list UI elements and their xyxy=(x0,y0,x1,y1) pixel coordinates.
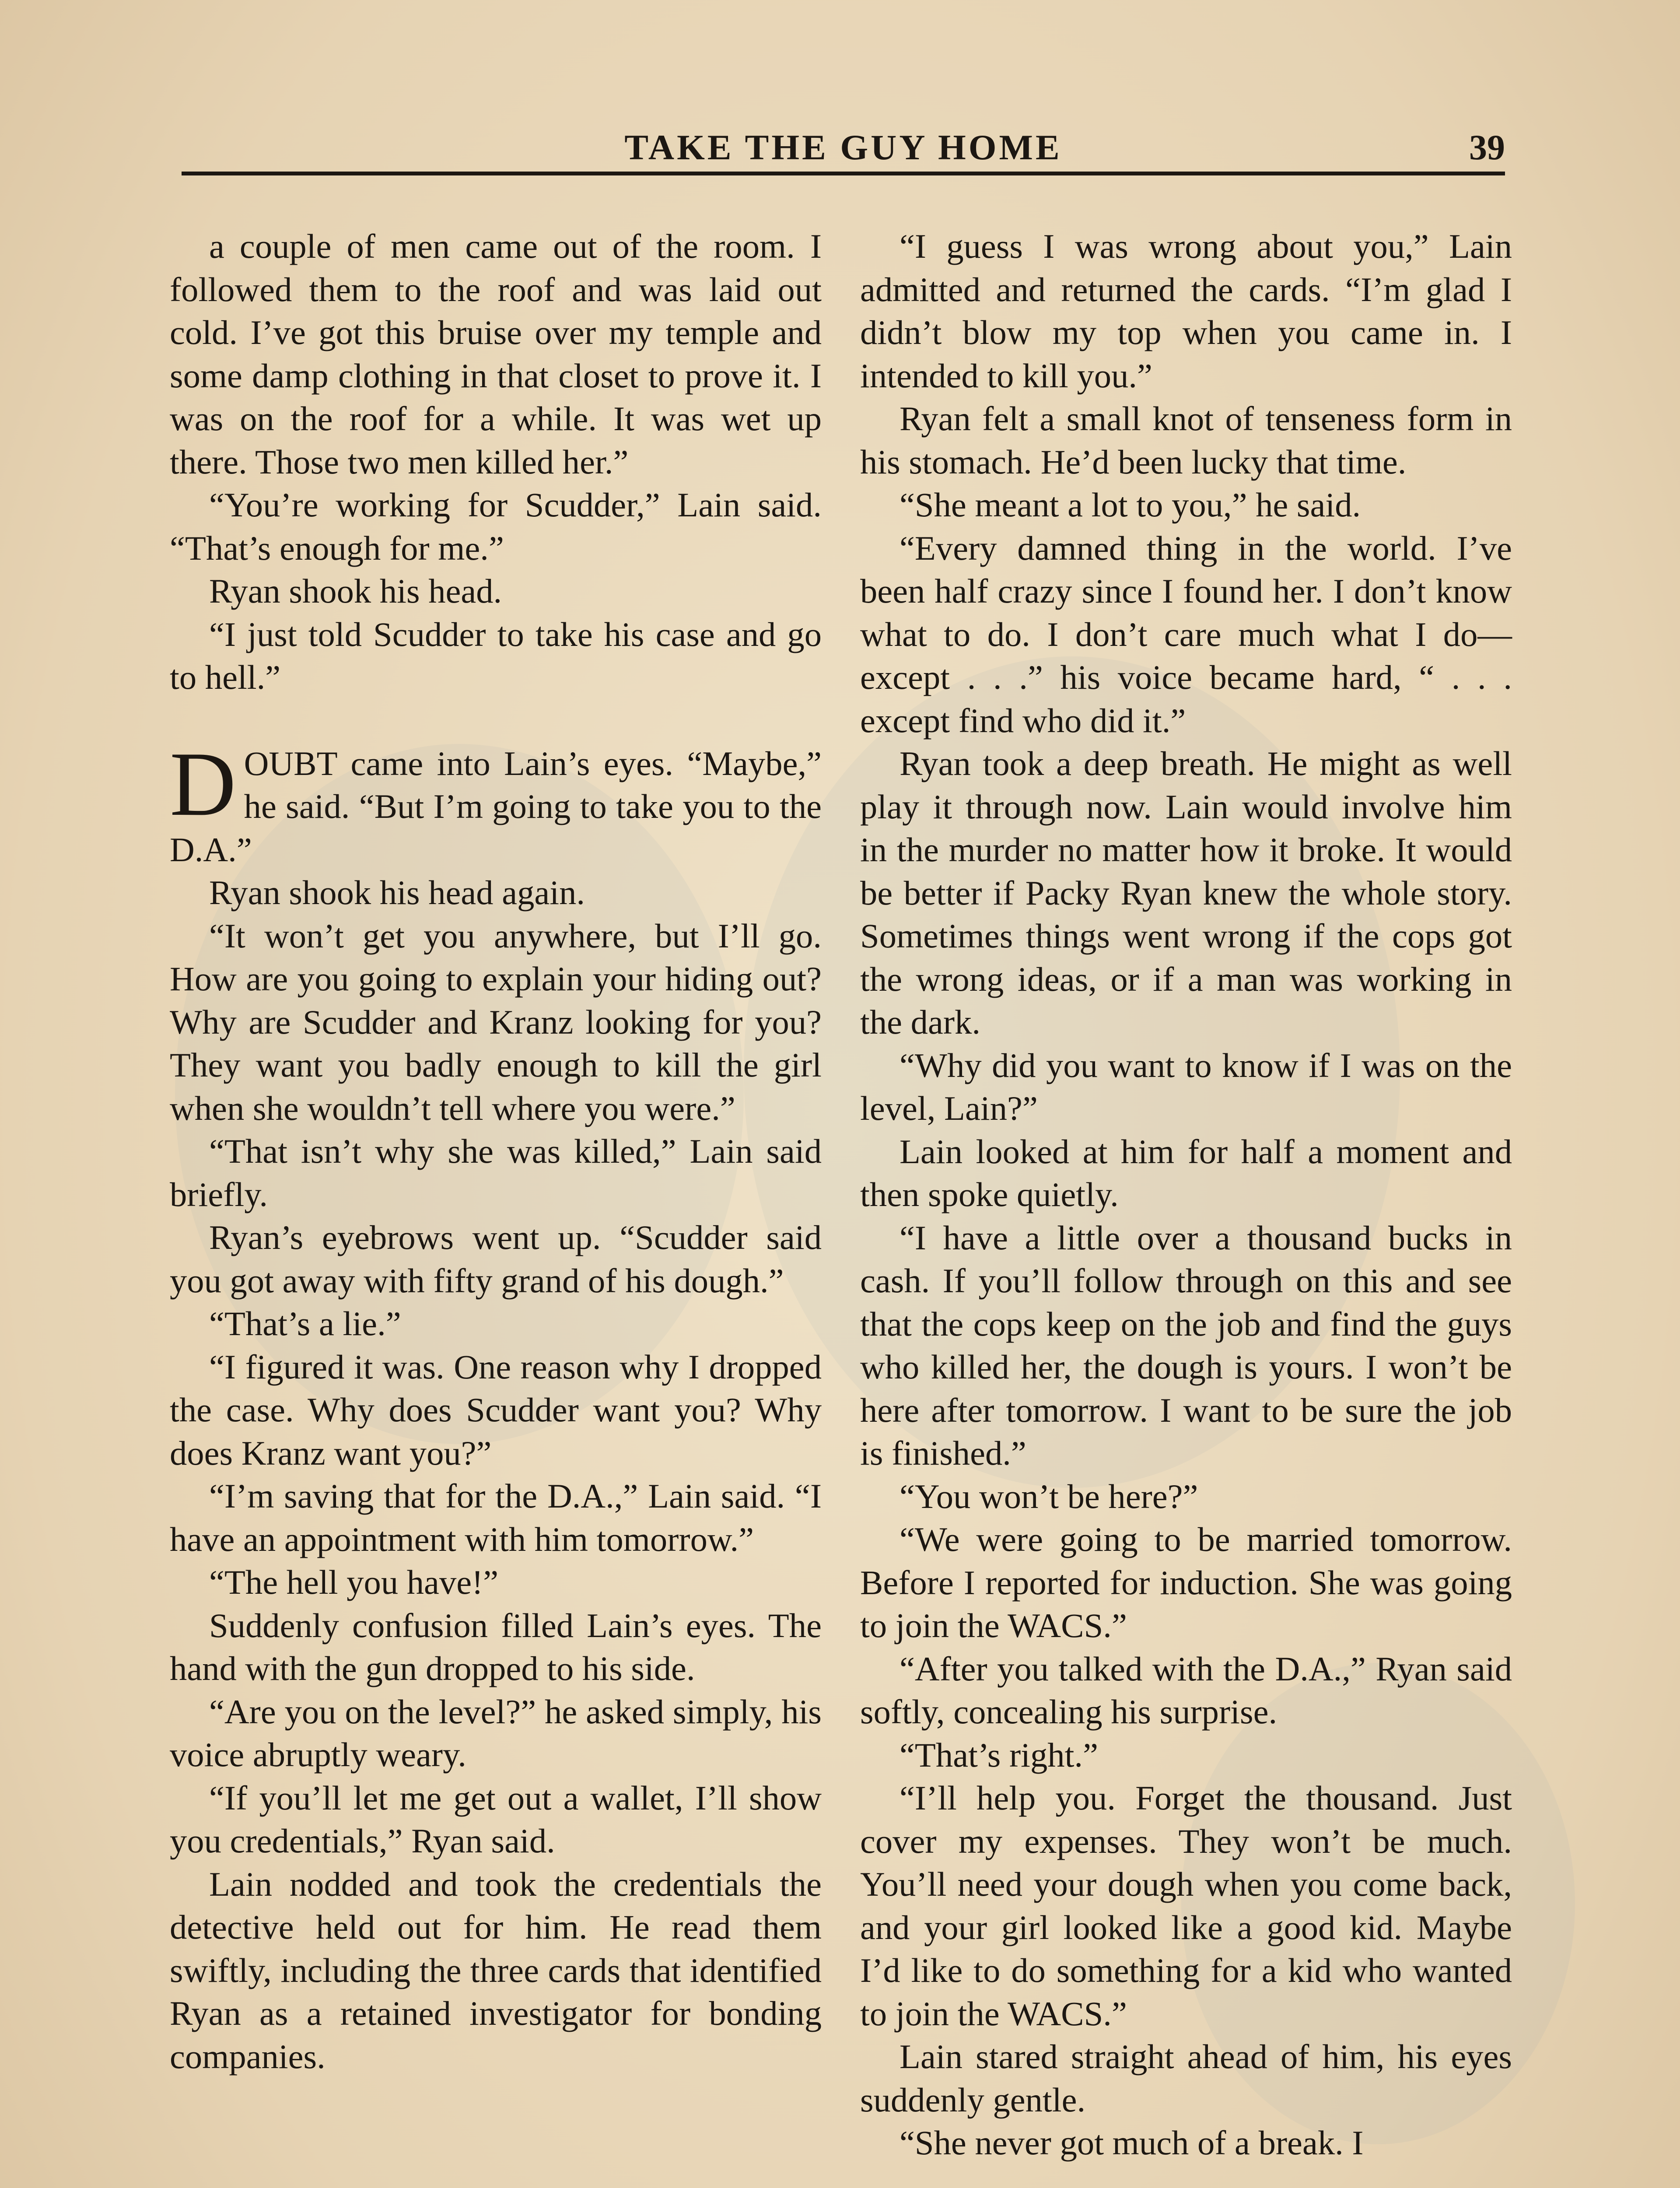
paragraph: “She never got much of a break. I xyxy=(900,2124,1364,2162)
paragraph: “Why did you want to know if I was on the level, Lain?” xyxy=(860,1046,1512,1128)
paragraph: “Are you on the level?” he asked simply, his voice abruptly weary. xyxy=(170,1693,822,1774)
running-header xyxy=(182,123,1505,175)
running-title: TAKE THE GUY HOME xyxy=(624,127,1062,167)
drop-cap-letter: D xyxy=(170,733,236,835)
paragraph: “I just told Scudder to take his case and go to hell.” xyxy=(170,615,822,697)
paragraph: “I have a little over a thousand bucks in cash. If you’ll follow through on this and see that the cops keep on the job and find the guys who killed her, the dough is yours. I won’t be here after tomorrow. I want to be sure the job is finished.” xyxy=(860,1219,1512,1473)
paragraph: “If you’ll let me get out a wallet, I’ll show you credentials,” Ryan said. xyxy=(170,1779,822,1860)
paragraph: “It won’t get you anywhere, but I’ll go. How are you going to explain your hiding out? Why are Scudder and Kranz looking for you? They want you badly enough to kill the girl when she wouldn’t tell where you were.” xyxy=(170,917,822,1128)
paragraph: Ryan shook his head again. xyxy=(209,874,585,912)
paragraph: Ryan’s eyebrows went up. “Scudder said you got away with fifty grand of his dough.” xyxy=(170,1219,822,1300)
paragraph: “Every damned thing in the world. I’ve been half crazy since I found her. I don’t know what to do. I don’t care much what I do—except . . .” his voice became hard, “ . . . except find who did it.” xyxy=(860,529,1512,740)
right-text-column xyxy=(860,225,1512,2165)
paragraph: “I figured it was. One reason why I dropped the case. Why does Scudder want you? Why does Kranz want you?” xyxy=(170,1348,822,1473)
paragraph: Lain looked at him for half a moment and then spoke quietly. xyxy=(860,1133,1512,1214)
paragraph: “That’s a lie.” xyxy=(209,1305,401,1343)
paragraph: “You’re working for Scudder,” Lain said. “That’s enough for me.” xyxy=(170,486,822,568)
paragraph: Ryan shook his head. xyxy=(209,572,502,610)
paragraph: Suddenly confusion filled Lain’s eyes. The hand with the gun dropped to his side. xyxy=(170,1606,822,1688)
paragraph: Ryan felt a small knot of tenseness form in his stomach. He’d been lucky that time. xyxy=(860,400,1512,481)
paragraph: Ryan took a deep breath. He might as well play it through now. Lain would involve him in the murder no matter how it broke. It would be better if Packy Ryan knew the whole story. Sometimes things went wrong if the cops got the wrong ideas, or if a man was working in the dark. xyxy=(860,745,1512,1041)
paragraph: “I guess I was wrong about you,” Lain admitted and returned the cards. “I’m glad I didn’t blow my top when you came in. I intended to kill you.” xyxy=(860,228,1512,395)
paragraph: Lain nodded and took the credentials the detective held out for him. He read them swiftly, including the three cards that identified Ryan as a retained investigator for bonding companies. xyxy=(170,1865,822,2076)
paragraph: “You won’t be here?” xyxy=(900,1477,1198,1516)
paragraph: “The hell you have!” xyxy=(209,1564,499,1602)
paragraph: a couple of men came out of the room. I followed them to the roof and was laid out cold. I’ve got this bruise over my temple and some damp clothing in that closet to prove it. I was on the roof for a while. It was wet up there. Those two men killed her.” xyxy=(170,228,822,481)
paragraph: “That isn’t why she was killed,” Lain said briefly. xyxy=(170,1133,822,1214)
page-number: 39 xyxy=(1469,127,1505,167)
dropcap-paragraph xyxy=(170,733,822,872)
paragraph: “I’m saving that for the D.A.,” Lain said. “I have an appointment with him tomorrow.” xyxy=(170,1477,822,1559)
paragraph: “After you talked with the D.A.,” Ryan said softly, concealing his surprise. xyxy=(860,1650,1512,1731)
paragraph: “She meant a lot to you,” he said. xyxy=(900,486,1361,524)
paragraph: “We were going to be married tomorrow. Before I reported for induction. She was going to join the WACS.” xyxy=(860,1521,1512,1645)
paragraph: “That’s right.” xyxy=(900,1736,1098,1774)
paragraph-text: OUBT came into Lain’s eyes. “Maybe,” he said. “But I’m going to take you to the D.A.” xyxy=(170,744,822,869)
left-text-column xyxy=(170,225,822,2079)
paragraph: Lain stared straight ahead of him, his eyes suddenly gentle. xyxy=(860,2038,1512,2119)
paragraph: “I’ll help you. Forget the thousand. Just cover my expenses. They won’t be much. You’ll need your dough when you come back, and your girl looked like a good kid. Maybe I’d like to do something for a kid who wanted to join the WACS.” xyxy=(860,1779,1512,2033)
